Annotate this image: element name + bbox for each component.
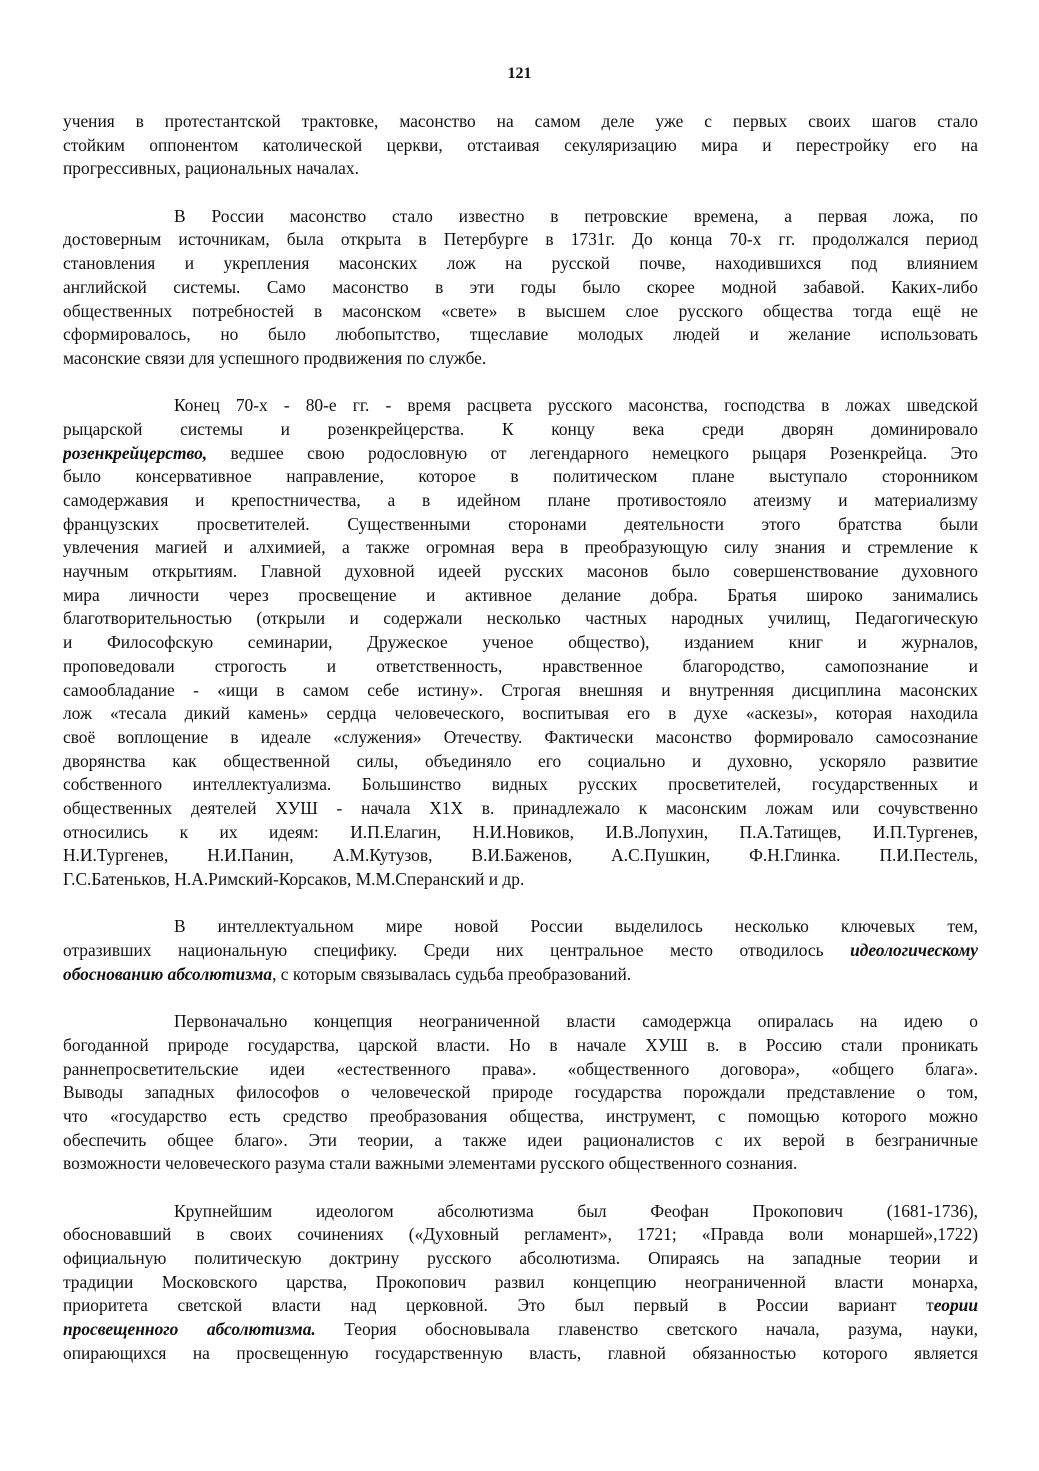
text-line: увлечения магией и алхимией, а также огромная вера в преобразующую силу знания и стремление к — [63, 537, 978, 558]
text-line: масонские связи для успешного продвижения по службе. — [63, 347, 487, 368]
text-line: Конец 70-х - 80-е гг. - время расцвета русского масонства, господства в ложах шведской — [174, 395, 978, 416]
text-line: дворянства как общественной силы, объединяло его социально и духовно, ускоряло развитие — [63, 750, 978, 771]
emphasis-term: обоснованию абсолютизма — [63, 963, 273, 984]
text-line: учения в протестантской трактовке, масонство на самом деле уже с первых своих шагов стало — [63, 111, 978, 131]
text-run: приоритета светской власти над церковной. Это был первый в России вариант т — [63, 1295, 934, 1316]
text-line: прогрессивных, рациональных началах. — [63, 158, 359, 179]
text-line: достоверным источникам, была открыта в Петербурге в 1731г. До конца 70-х гг. продолжался период — [63, 229, 978, 250]
text-line: было консервативное направление, которое в политическом плане выступало сторонником — [63, 466, 978, 487]
text-line: официальную политическую доктрину русского абсолютизма. Опираясь на западные теории и — [63, 1248, 978, 1268]
emphasis-term: идеологическому — [850, 940, 978, 961]
text-line: собственного интеллектуализма. Большинство видных русских просветителей, государственных и — [63, 774, 978, 795]
page-number: 121 — [507, 65, 532, 82]
text-run: , с которым связывалась судьба преобразований. — [272, 963, 632, 984]
text-line: благотворительностью (открыли и содержали несколько частных народных училищ, Педагогическую — [63, 608, 978, 629]
text-line: раннепросветительские идеи «естественного права». «общественного договора», «общего блага». — [63, 1058, 978, 1079]
text-line: опирающихся на просвещенную государственную власть, главной обязанностью которого является — [63, 1342, 978, 1363]
text-line: В России масонство стало известно в петровские времена, а первая ложа, по — [174, 205, 978, 226]
text-line: общественных деятелей ХУШ - начала Х1Х в. принадлежало к масонским ложам или сочувственно — [63, 797, 978, 818]
text-line — [63, 1294, 978, 1318]
text-line: и Философскую семинарии, Дружеское ученое общество), изданием книг и журналов, — [63, 632, 978, 653]
text-line: проповедовали строгость и ответственность, нравственное благородство, самопознание и — [63, 655, 978, 676]
text-line: французских просветителей. Существенными сторонами деятельности этого братства были — [63, 513, 978, 534]
text-line: что «государство есть средство преобразования общества, инструмент, с помощью которого можно — [63, 1105, 978, 1126]
text-line: обеспечить общее благо». Эти теории, а также идеи рационалистов с их верой в безграничные — [63, 1129, 978, 1150]
text-line: общественных потребностей в масонском «свете» в высшем слое русского общества тогда ещё не — [63, 300, 978, 321]
paragraph — [63, 915, 978, 986]
emphasis-term: просвещенного абсолютизма. — [63, 1319, 316, 1340]
paragraph — [63, 1010, 978, 1176]
text-line: рыцарской системы и розенкрейцерства. К концу века среди дворян доминировало — [63, 418, 978, 439]
text-line: стойким оппонентом католической церкви, отстаивая секуляризацию мира и перестройку его на — [63, 134, 978, 155]
text-line — [63, 963, 978, 987]
emphasis-term: розенкрейцерство, — [63, 442, 208, 463]
text-line: научным открытиям. Главной духовной идеей русских масонов было совершенствование духовного — [63, 561, 978, 582]
body-text — [63, 110, 978, 1365]
text-line: своё воплощение в идеале «служения» Отечеству. Фактически масонство формировало самосознание — [63, 726, 978, 747]
text-run: Теория обосновывала главенство светского начала, разума, науки, — [315, 1319, 978, 1340]
paragraph — [63, 110, 978, 181]
text-line: лож «тесала дикий камень» сердца человеческого, воспитывая его в духе «аскезы», которая находила — [63, 703, 978, 724]
paragraph — [63, 1200, 978, 1366]
text-line: Выводы западных философов о человеческой природе государства порождали представление о том, — [63, 1082, 978, 1103]
text-line: самодержавия и крепостничества, а в идейном плане противостояло атеизму и материализму — [63, 490, 978, 510]
text-line: Г.С.Батеньков, Н.А.Римский-Корсаков, М.М.Сперанский и др. — [63, 869, 525, 889]
text-line: сформировалось, но было любопытство, тщеславие молодых людей и желание использовать — [63, 324, 978, 345]
text-run: ведшее свою родословную от легендарного немецкого рыцаря Розенкрейца. Это — [207, 442, 978, 463]
text-line: богоданной природе государства, царской власти. Но в начале ХУШ в. в Россию стали проникать — [63, 1034, 978, 1055]
paragraph — [63, 205, 978, 371]
text-line — [63, 1318, 978, 1342]
text-line: Н.И.Тургенев, Н.И.Панин, А.М.Кутузов, В.И.Баженов, А.С.Пушкин, Ф.Н.Глинка. П.И.Пестель, — [63, 845, 978, 866]
text-line: Крупнейшим идеологом абсолютизма был Феофан Прокопович (1681-1736), — [174, 1200, 978, 1221]
text-line: Первоначально концепция неограниченной власти самодержца опиралась на идею о — [174, 1011, 978, 1032]
text-line: мира личности через просвещение и активное делание добра. Братья широко занимались — [63, 584, 978, 605]
emphasis-term: еории — [933, 1295, 978, 1316]
text-line: английской системы. Само масонство в эти годы было скорее модной забавой. Каких-либо — [63, 276, 978, 297]
text-line — [63, 442, 978, 466]
text-line: традиции Московского царства, Прокопович развил концепцию неограниченной власти монарха, — [63, 1271, 978, 1292]
text-line: самообладание - «ищи в самом себе истину». Строгая внешняя и внутренняя дисциплина масонских — [63, 679, 978, 700]
text-run: отразивших национальную специфику. Среди них центральное место отводилось — [63, 940, 851, 961]
paragraph — [63, 394, 978, 891]
text-line: обосновавший в своих сочинениях («Духовный регламент», 1721; «Правда воли монаршей»,1722) — [63, 1224, 978, 1245]
text-line: В интеллектуальном мире новой России выделилось несколько ключевых тем, — [174, 916, 978, 937]
text-line — [63, 939, 978, 963]
text-line: становления и укрепления масонских лож на русской почве, находившихся под влиянием — [63, 253, 978, 274]
text-line: возможности человеческого разума стали важными элементами русского общественного сознания. — [63, 1153, 798, 1174]
text-line: относились к их идеям: И.П.Елагин, Н.И.Новиков, И.В.Лопухин, П.А.Татищев, И.П.Тургенев, — [63, 821, 978, 842]
